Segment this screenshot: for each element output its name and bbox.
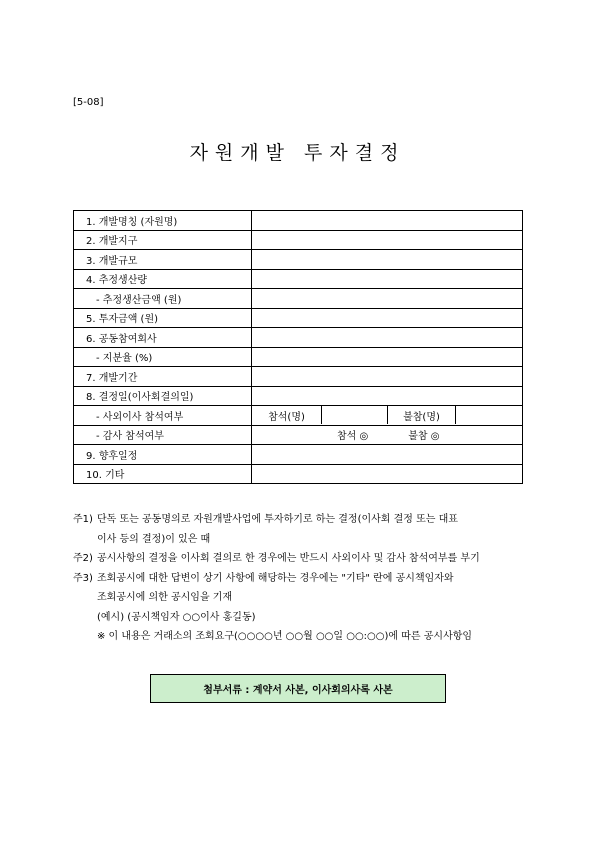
value-cell-other[interactable] bbox=[252, 464, 523, 484]
row-label-est-production-amount: - 추정생산금액 (원) bbox=[74, 289, 252, 309]
note-3-continued: 조회공시에 의한 공시임을 기재 bbox=[97, 592, 233, 603]
row-label-auditor: - 감사 참석여부 bbox=[74, 425, 252, 445]
note-3-number: 주3) bbox=[73, 572, 93, 584]
row-label-decision-date: 8. 결정일(이사회결의일) bbox=[74, 386, 252, 406]
row-label-future-schedule: 9. 향후일정 bbox=[74, 445, 252, 465]
table-row bbox=[74, 308, 523, 328]
page-title: 자원개발 투자결정 bbox=[189, 142, 406, 164]
outside-director-absent-value[interactable] bbox=[456, 406, 522, 424]
outside-director-cell bbox=[252, 406, 523, 426]
note-3-text: 조회공시에 대한 답변이 상기 사항에 해당하는 경우에는 "기타" 란에 공시책임자와 bbox=[97, 572, 454, 584]
auditor-absent-option[interactable]: 불참 ◎ bbox=[408, 431, 440, 443]
row-label-dev-period: 7. 개발기간 bbox=[74, 367, 252, 387]
row-label-investment-amount: 5. 투자금액 (원) bbox=[74, 308, 252, 328]
value-cell-joint-company[interactable] bbox=[252, 328, 523, 348]
table-row bbox=[74, 250, 523, 270]
value-cell-investment-amount[interactable] bbox=[252, 308, 523, 328]
outside-director-present-label: 참석(명) bbox=[252, 406, 322, 424]
disclosure-form-table bbox=[73, 210, 523, 484]
footnotes bbox=[73, 510, 533, 647]
value-cell-dev-scale[interactable] bbox=[252, 250, 523, 270]
auditor-present-option[interactable]: 참석 ◎ bbox=[337, 431, 369, 443]
table-row bbox=[74, 347, 523, 367]
table-row bbox=[74, 367, 523, 387]
table-row bbox=[74, 230, 523, 250]
table-row bbox=[74, 269, 523, 289]
row-label-est-production: 4. 추정생산량 bbox=[74, 269, 252, 289]
table-row bbox=[74, 406, 523, 426]
outside-director-present-value[interactable] bbox=[322, 406, 388, 424]
note-1 bbox=[73, 510, 533, 530]
row-label-outside-director: - 사외이사 참석여부 bbox=[74, 406, 252, 426]
row-label-joint-company: 6. 공동참여회사 bbox=[74, 328, 252, 348]
form-code: [5-08] bbox=[73, 97, 104, 108]
note-2-number: 주2) bbox=[73, 553, 93, 564]
row-label-dev-district: 2. 개발지구 bbox=[74, 230, 252, 250]
row-label-dev-scale: 3. 개발규모 bbox=[74, 250, 252, 270]
table-row bbox=[74, 464, 523, 484]
value-cell-dev-period[interactable] bbox=[252, 367, 523, 387]
note-2 bbox=[73, 549, 533, 569]
value-cell-est-production-amount[interactable] bbox=[252, 289, 523, 309]
table-row bbox=[74, 386, 523, 406]
note-2-text: 공시사항의 결정을 이사회 결의로 한 경우에는 반드시 사외이사 및 감사 참석여부를 부기 bbox=[97, 553, 480, 564]
table-row bbox=[74, 445, 523, 465]
table-row bbox=[74, 289, 523, 309]
row-label-dev-name: 1. 개발명칭 (자원명) bbox=[74, 211, 252, 231]
note-1-continued: 이사 등의 결정)이 있은 때 bbox=[97, 533, 211, 545]
auditor-cell bbox=[252, 425, 523, 445]
value-cell-equity-ratio[interactable] bbox=[252, 347, 523, 367]
note-example: (예시) (공시책임자 ○○이사 홍길동) bbox=[97, 611, 256, 623]
table-row bbox=[74, 425, 523, 445]
value-cell-decision-date[interactable] bbox=[252, 386, 523, 406]
value-cell-dev-name[interactable] bbox=[252, 211, 523, 231]
note-1-text: 단독 또는 공동명의로 자원개발사업에 투자하기로 하는 결정(이사회 결정 또는 대표 bbox=[97, 514, 458, 525]
row-label-other: 10. 기타 bbox=[74, 464, 252, 484]
note-1-number: 주1) bbox=[73, 514, 93, 525]
value-cell-est-production[interactable] bbox=[252, 269, 523, 289]
outside-director-absent-label: 불참(명) bbox=[388, 406, 456, 424]
value-cell-future-schedule[interactable] bbox=[252, 445, 523, 465]
attachment-box: 첨부서류 : 계약서 사본, 이사회의사록 사본 bbox=[150, 674, 446, 703]
table-row bbox=[74, 211, 523, 231]
table-row bbox=[74, 328, 523, 348]
row-label-equity-ratio: - 지분율 (%) bbox=[74, 347, 252, 367]
note-3 bbox=[73, 569, 533, 589]
value-cell-dev-district[interactable] bbox=[252, 230, 523, 250]
note-star-remark: ※ 이 내용은 거래소의 조회요구(○○○○년 ○○월 ○○일 ○○:○○)에 따른 공시사항임 bbox=[97, 631, 473, 642]
